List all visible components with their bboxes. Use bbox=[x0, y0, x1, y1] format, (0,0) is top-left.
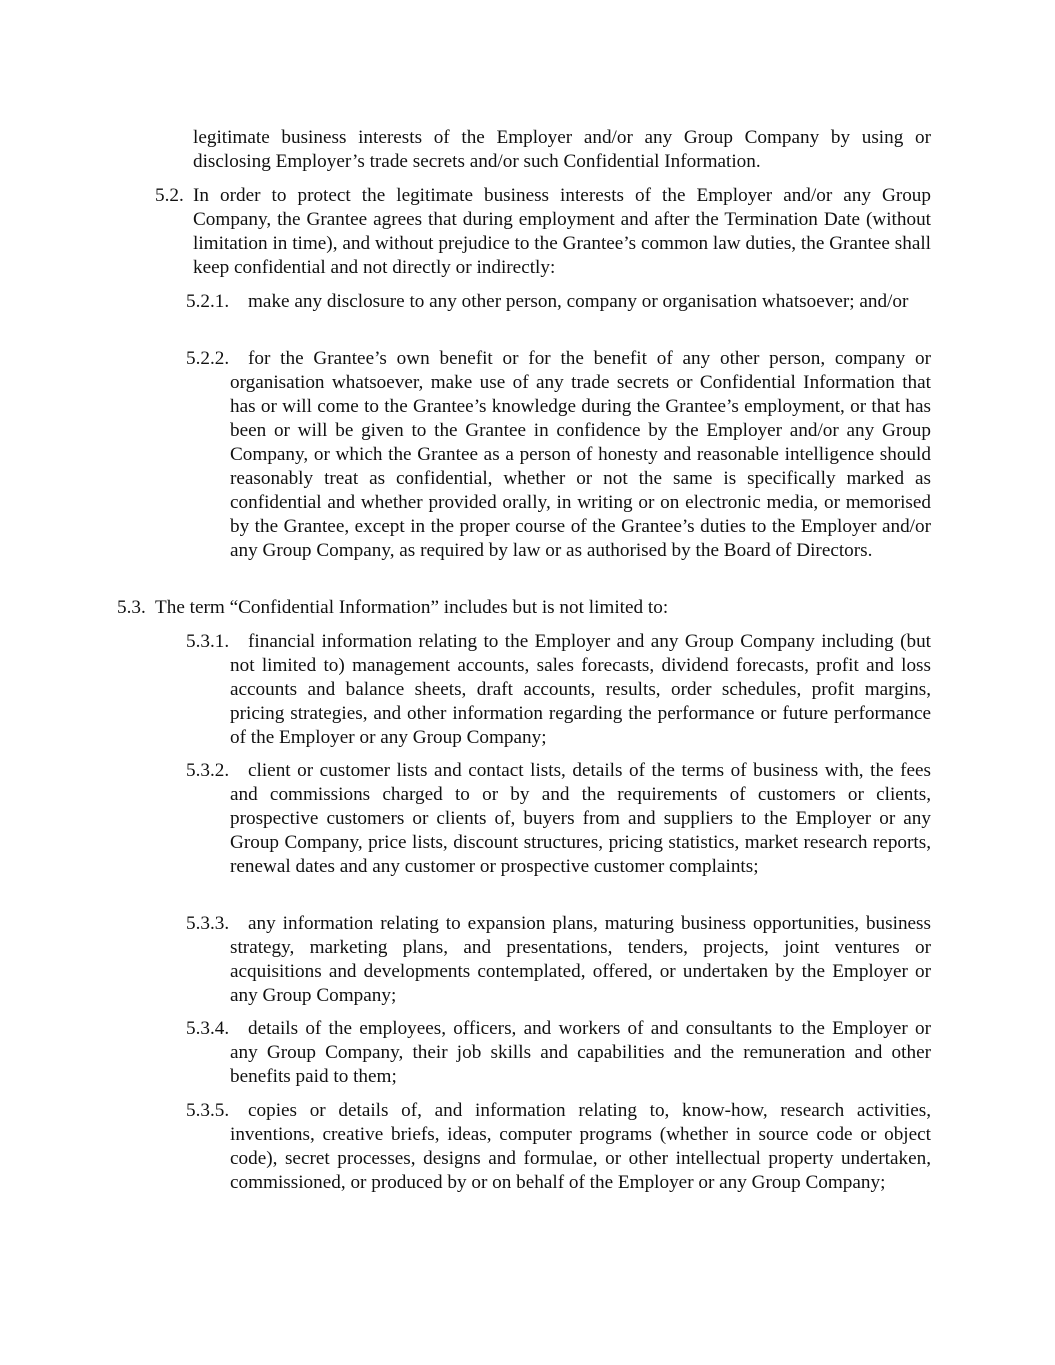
clause-text: copies or details of, and information relating to, know-how, research activities, inventions, creative briefs, ideas, computer programs (whether in source code or object code), secret processes, designs and formulae, or other intellectual property undertaken, commissioned, or produced by or on behalf of the Employer or any Group Company; bbox=[230, 1100, 931, 1193]
clause-number: 5.2.2. bbox=[186, 348, 230, 369]
clause-number: 5.2.1. bbox=[186, 291, 230, 312]
clause-text: The term “Confidential Information” includes but is not limited to: bbox=[155, 597, 669, 618]
clause-text: details of the employees, officers, and workers of and consultants to the Employer or any Group Company, their job skills and capabilities and the remuneration and other benefits paid to them; bbox=[230, 1018, 931, 1087]
clause-5-2-2 bbox=[186, 347, 931, 563]
clause-5-3-1 bbox=[186, 630, 931, 750]
clause-5-3: 5.3. The term “Confidential Information” includes but is not limited to: bbox=[117, 597, 669, 618]
clause-number: 5.3.3. bbox=[186, 913, 230, 934]
continuation-paragraph bbox=[193, 126, 931, 174]
clause-text: In order to protect the legitimate business interests of the Employer and/or any Group Company, the Grantee agrees that during employment and after the Termination Date (without limitation in time), and without prejudice to the Grantee’s common law duties, the Grantee shall keep confidential and not directly or indirectly: bbox=[193, 185, 931, 278]
clause-5-2 bbox=[155, 184, 931, 280]
clause-number: 5.3.5. bbox=[186, 1100, 230, 1121]
clause-text: for the Grantee’s own benefit or for the benefit of any other person, company or organisation whatsoever, make use of any trade secrets or Confidential Information that has or will come to the Grantee’s knowledge during the Grantee’s employment, or that has been or will be given to the Grantee in confidence by the Employer and/or any Group Company, or which the Grantee as a person of honesty and reasonable intelligence should reasonably treat as confidential, whether or not the same is specifically marked as confidential and whether provided orally, in writing or on electronic media, or memorised by the Grantee, except in the proper course of the Grantee’s duties to the Employer and/or any Group Company, as required by law or as authorised by the Board of Directors. bbox=[230, 348, 931, 561]
clause-text: any information relating to expansion plans, maturing business opportunities, business strategy, marketing plans, and presentations, tenders, projects, joint ventures or acquisitions and developments contemplated, offered, or undertaken by the Employer or any Group Company; bbox=[230, 913, 931, 1006]
clause-text: make any disclosure to any other person, company or organisation whatsoever; and/or bbox=[248, 291, 909, 312]
clause-5-2-1 bbox=[186, 290, 931, 314]
continuation-text: legitimate business interests of the Employer and/or any Group Company by using or disclosing Employer’s trade secrets and/or such Confidential Information. bbox=[193, 127, 931, 172]
clause-5-3-5 bbox=[186, 1099, 931, 1195]
clause-number: 5.3.1. bbox=[186, 631, 230, 652]
clause-number: 5.3.2. bbox=[186, 760, 230, 781]
clause-5-3-3 bbox=[186, 912, 931, 1008]
clause-number: 5.2. bbox=[155, 185, 184, 206]
clause-5-3-4 bbox=[186, 1017, 931, 1089]
clause-5-3-2 bbox=[186, 759, 931, 879]
clause-text: financial information relating to the Employer and any Group Company including (but not limited to) management accounts, sales forecasts, dividend forecasts, profit and loss accounts and balance sheets, draft accounts, results, order schedules, profit margins, pricing strategies, and other information regarding the performance or future performance of the Employer or any Group Company; bbox=[230, 631, 931, 748]
clause-text: client or customer lists and contact lists, details of the terms of business with, the fees and commissions charged to or by and the requirements of customers or clients, prospective customers or clients of, buyers from and suppliers to the Employer or any Group Company, price lists, discount structures, pricing statistics, market research reports, renewal dates and any customer or prospective customer complaints; bbox=[230, 760, 931, 877]
clause-number: 5.3.4. bbox=[186, 1018, 230, 1039]
